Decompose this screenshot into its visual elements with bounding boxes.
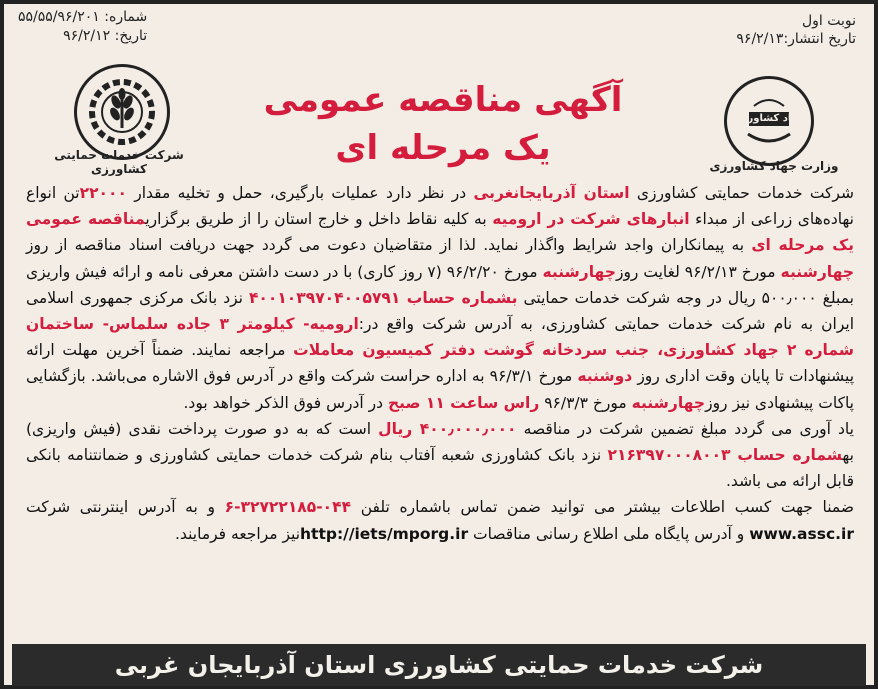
reference-number: شماره: ۵۵/۵۵/۹۶/۲۰۱: [18, 9, 148, 25]
start-day: چهارشنبه: [780, 262, 854, 281]
body-text: و آدرس پایگاه ملی اطلاع رسانی مناقصات: [473, 524, 745, 543]
ministry-caption: وزارت جهاد کشاورزی: [709, 159, 839, 173]
origin-warehouses: انبارهای شرکت در ارومیه: [492, 210, 690, 229]
deadline-day: دوشنبه: [577, 367, 633, 386]
opening-day: چهارشنبه: [631, 393, 706, 412]
company-caption: شرکت خدمات حمایتی کشاورزی: [54, 148, 184, 176]
deadline-date: مورخ ۹۶/۳/۱: [489, 367, 573, 386]
body-text: مورخ ۹۶/۲/۱۳ لغایت روز: [615, 262, 776, 281]
body-text: به کلیه نقاط داخل و خارج استان را از طریق برگزاری: [145, 210, 487, 229]
body-text: به اداره حراست شرکت واقع در آدرس فوق الاشاره می‌باشد. بازگشایی پاکات پیشنهادی نیز روز: [26, 367, 854, 412]
opening-date: مورخ ۹۶/۳/۳: [544, 393, 627, 412]
body-text: در نظر دارد عملیات بارگیری، حمل و تخلیه مقدار: [134, 184, 467, 202]
body-text: به پیمانکاران واجد شرایط واگذار نماید. لذا از متقاضیان دعوت می گردد جهت دریافت اسناد مناقصه از روز: [26, 236, 745, 255]
account-number-2: شماره حساب ۲۱۶۳۹۷۰۰۰۸۰۰۳: [607, 446, 843, 465]
ministry-logo-text: جهاد کشاورزی: [732, 113, 806, 124]
body-text: شرکت خدمات حمایتی کشاورزی: [636, 184, 854, 202]
opening-time: راس ساعت ۱۱ صبح: [387, 393, 540, 412]
round-label: نوبت اول: [801, 13, 856, 29]
body-text: است که به دو صورت پرداخت نقدی (فیش واریزی) به: [26, 419, 854, 465]
account-number-1: بشماره حساب ۴۰۰۱۰۳۹۷۰۴۰۰۵۷۹۱: [248, 288, 518, 307]
body-text: و به آدرس اینترنتی شرکت: [26, 498, 215, 517]
body-text: تن انواع نهاده‌های زراعی از مبداء: [26, 184, 854, 229]
company-website-link[interactable]: www.assc.ir: [749, 524, 854, 543]
tonnage: ۲۲۰۰۰: [79, 184, 127, 202]
body-text: مراجعه نمایند. ضمناً آخرین مهلت ارائه پیشنهادات تا پایان وقت اداری روز: [26, 341, 855, 386]
notice-title: آگهی مناقصه عمومی: [263, 80, 623, 120]
province-name: استان آذربایجانغربی: [473, 184, 630, 202]
company-address: ارومیه- کیلومتر ۳ جاده سلماس- ساختمان شماره ۲ جهاد کشاورزی، جنب سردخانه گوشت دفتر کمیسیون معاملات: [26, 315, 854, 360]
body-text: نزد بانک کشاورزی شعبه آفتاب بنام شرکت خدمات حمایتی کشاورزی و ضمانتنامه بانکی قابل ارائه می باشد.: [26, 446, 854, 491]
body-text: نزد بانک مرکزی جمهوری اسلامی ایران به نام شرکت خدمات حمایتی کشاورزی، به آدرس شرکت واقع در:: [26, 288, 855, 334]
header-meta-left: [18, 8, 147, 46]
phone-number: ۰۴۴-۳۲۷۲۲۱۸۵-۶: [224, 498, 352, 517]
body-text: ضمنا جهت کسب اطلاعات بیشتر می توانید ضمن تماس باشماره تلفن: [360, 498, 854, 517]
body-text: مورخ ۹۶/۲/۲۰ (۷ روز کاری) با در دست داشتن معرفی نامه و ارائه فیش واریزی بمبلغ ۵۰۰٫۰۰۰ ریال در وجه شرکت خدمات حمایتی: [26, 262, 854, 307]
header-meta-right: [736, 12, 856, 48]
notice-subtitle: یک مرحله ای: [335, 128, 551, 168]
notice-body: [26, 180, 854, 547]
iets-website-link[interactable]: http://iets/mporg.ir: [300, 524, 469, 543]
body-text: نیز مراجعه فرمایند.: [175, 524, 301, 543]
reference-date: تاریخ: ۹۶/۲/۱۲: [63, 28, 148, 44]
body-text: یاد آوری می گردد مبلغ تضمین شرکت در مناقصه: [523, 419, 854, 438]
tender-type: مناقصه عمومی یک مرحله ای: [26, 210, 854, 255]
end-day: چهارشنبه: [542, 262, 616, 281]
publish-date: تاریخ انتشار:۹۶/۲/۱۳: [736, 31, 856, 47]
footer-banner: شرکت خدمات حمایتی کشاورزی استان آذربایجان غربی: [12, 644, 866, 686]
body-text: در آدرس فوق الذکر خواهد بود.: [183, 393, 384, 412]
guarantee-amount: ۴۰۰٫۰۰۰٫۰۰۰ ریال: [378, 419, 517, 438]
